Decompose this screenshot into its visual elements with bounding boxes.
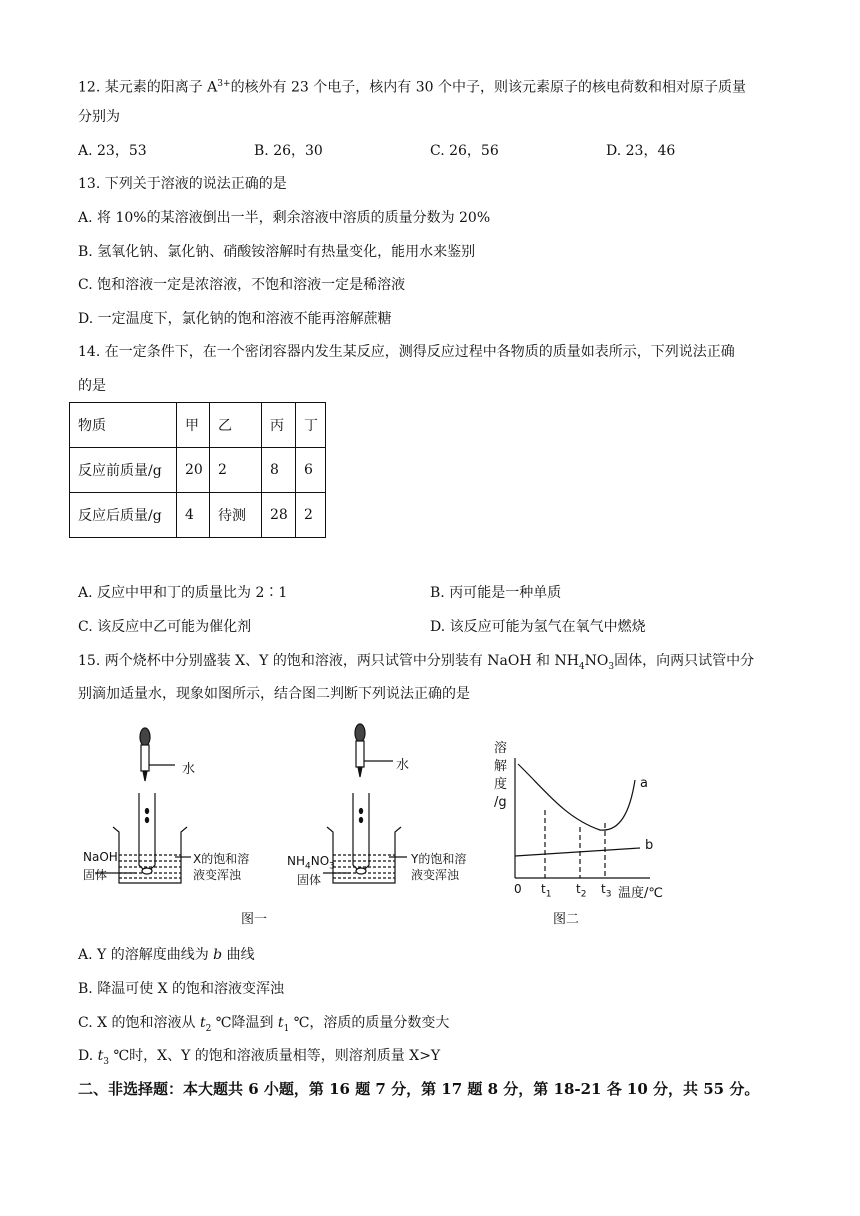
table-cell: 28 [262, 493, 296, 538]
solution-label-1: X的饱和溶 [193, 852, 250, 866]
q14-option-a: A. 反应中甲和丁的质量比为 2∶1 [78, 585, 288, 601]
solution-label-2b: 液变浑浊 [411, 868, 460, 882]
q15-stem-line1: 15. 两个烧杯中分别盛装 X、Y 的饱和溶液，两只试管中分别装有 NaOH 和 $NH_4NO_3$固体，向两只试管中分 [78, 653, 755, 672]
q14-option-d: D. 该反应可能为氢气在氧气中燃烧 [430, 619, 646, 635]
q15-figure-one [75, 715, 480, 930]
beaker-icon [323, 827, 407, 883]
table-cell: 6 [296, 448, 326, 493]
test-tube-icon [139, 793, 155, 870]
q13-option-d: D. 一定温度下，氯化钠的饱和溶液不能再溶解蔗糖 [78, 311, 392, 327]
q12-option-a: A. 23，53 [78, 143, 147, 159]
table-cell: 8 [262, 448, 296, 493]
table-cell: 甲 [177, 403, 210, 448]
table-cell: 丙 [262, 403, 296, 448]
q12-option-c: C. 26，56 [430, 143, 499, 159]
q15-option-a: A. Y 的溶解度曲线为 b 曲线 [78, 947, 255, 963]
dropper-icon [355, 724, 393, 777]
tick-t2: $t_2$ [576, 882, 587, 900]
curve-b-line [515, 848, 640, 856]
q15-option-d: D. $t_3$ ℃时，X、Y 的饱和溶液质量相等，则溶剂质量 X>Y [78, 1048, 441, 1067]
curve-b-label: b [645, 838, 654, 853]
solid-label-2: $NH_4NO_3$ [287, 854, 335, 872]
q14-stem-line2: 的是 [78, 378, 106, 394]
q15-figure-two-graph [490, 730, 680, 890]
curve-a-line [518, 764, 635, 830]
figure-one-caption: 图一 [241, 912, 268, 927]
table-cell: 4 [177, 493, 210, 538]
table-header-row [70, 403, 326, 448]
table-cell: 物质 [70, 403, 177, 448]
test-tube-icon [353, 793, 369, 870]
fig2-origin: 0 [514, 882, 522, 896]
solid-label-2b: 固体 [297, 873, 322, 887]
water-label-1: 水 [182, 762, 196, 777]
table-cell: 2 [210, 448, 262, 493]
q13-option-c: C. 饱和溶液一定是浓溶液，不饱和溶液一定是稀溶液 [78, 277, 406, 293]
table-cell: 反应后质量/g [70, 493, 177, 538]
q12-option-d: D. 23，46 [606, 143, 676, 159]
water-label-2: 水 [396, 758, 410, 773]
q12-option-b: B. 26，30 [254, 143, 323, 159]
q14-option-c: C. 该反应中乙可能为催化剂 [78, 619, 252, 635]
section-two-heading: 二、非选择题：本大题共 6 小题，第 16 题 7 分，第 17 题 8 分，第 18-21 各 10 分，共 55 分。 [78, 1080, 760, 1098]
q13-option-a: A. 将 10%的某溶液倒出一半，剩余溶液中溶质的质量分数为 20% [78, 210, 491, 226]
solid-label-1b: 固体 [83, 868, 108, 882]
q15-option-c: C. X 的饱和溶液从 $t_2$ ℃降温到 $t_1$ ℃，溶质的质量分数变大 [78, 1015, 450, 1034]
table-cell: 反应前质量/g [70, 448, 177, 493]
q14-option-b: B. 丙可能是一种单质 [430, 585, 562, 601]
table-row [70, 448, 326, 493]
q15-option-b: B. 降温可使 X 的饱和溶液变浑浊 [78, 981, 285, 997]
table-cell: 20 [177, 448, 210, 493]
solution-label-2: Y的饱和溶 [411, 852, 467, 866]
figure-two-caption: 图二 [553, 912, 580, 927]
tick-t1: $t_1$ [541, 882, 552, 900]
q14-stem-line1: 14. 在一定条件下，在一个密闭容器内发生某反应，测得反应过程中各物质的质量如表所示，下列说法正确 [78, 344, 735, 360]
q14-mass-table [69, 402, 326, 538]
tick-t3: $t_3$ [601, 882, 612, 900]
q12-stem-line1: 12. 某元素的阳离子 $A^{3+}$的核外有 23 个电子，核内有 30 个中子，则该元素原子的核电荷数和相对原子质量 [78, 79, 746, 96]
q13-option-b: B. 氢氧化钠、氯化钠、硝酸铵溶解时有热量变化，能用水来鉴别 [78, 244, 476, 260]
q12-stem-line2: 分别为 [78, 109, 120, 125]
table-cell: 丁 [296, 403, 326, 448]
q13-stem: 13. 下列关于溶液的说法正确的是 [78, 176, 287, 192]
table-cell: 待测 [210, 493, 262, 538]
dropper-icon [140, 728, 175, 781]
curve-a-label: a [640, 776, 648, 791]
table-cell: 乙 [210, 403, 262, 448]
table-cell: 2 [296, 493, 326, 538]
fig2-ylabel: 溶 解 度 /g [494, 741, 508, 810]
q15-stem-line2: 别滴加适量水，现象如图所示，结合图二判断下列说法正确的是 [78, 686, 470, 702]
solution-label-1b: 液变浑浊 [193, 868, 242, 882]
fig2-xlabel: 温度/℃ [618, 886, 663, 901]
table-row [70, 493, 326, 538]
solid-label-1: NaOH [83, 850, 118, 864]
